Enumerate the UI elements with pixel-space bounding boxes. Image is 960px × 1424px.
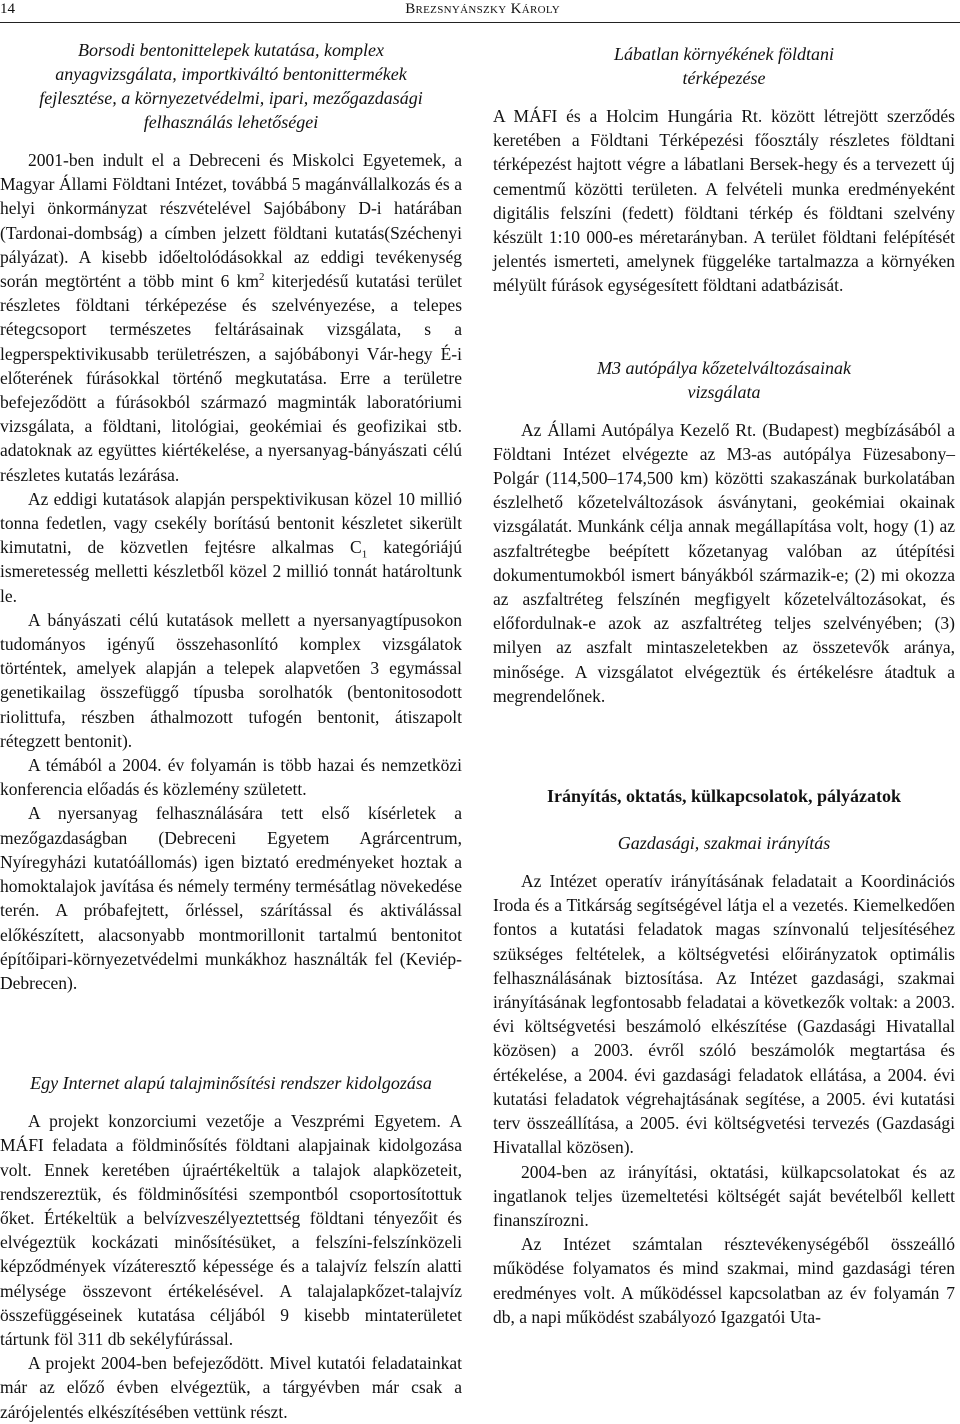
paragraph: 2004-ben az irányítási, oktatási, külkapcsolatokat és az ingatlanok teljes üzemeltetési költségét saját bevételből kellett finanszírozni. <box>493 1161 955 1230</box>
right-column <box>493 42 955 1329</box>
page-number: 14 <box>0 1 15 17</box>
paragraph: A nyersanyag felhasználására tett első kísérletek a mezőgazdaságban (Debreceni Egyetem Agrárcentrum, Nyíregyházi kutatóállomás) igen biztató eredményeket hoztak a homoktalajok javítása és némely termény termésátlag növekedése terén. A próbafejtett, őrléssel, szárítással és aktiválással előkészített, alacsonyabb montmorillonit tartalmú bentonitot építőipari-környezetvédelmi munkákhoz használták fel (Keviép-Debrecen). <box>0 803 462 993</box>
running-head: Brezsnyánszky Károly <box>405 1 560 17</box>
section-title-bentonite: Borsodi bentonittelepek kutatása, komplex anyagvizsgálata, importkiváltó bentonittermékek fejlesztése, a környezetvédelmi, ipari, mezőgazdasági felhasználás lehetőségei <box>39 40 423 132</box>
paragraph: A bányászati célú kutatások mellett a nyersanyagtípusokon tudományos igényű összehasonlító komplex vizsgálatok történtek, amelyek alapján a telepek alapvetően 3 egymással genetikailag összefüggő típusba sorolhatók (bentonitosodott riolittufa, részben áthalmozott tufogén bentonit, átiszapolt rétegzett bentonit). <box>0 609 462 751</box>
chapter-title: Irányítás, oktatás, külkapcsolatok, pályázatok <box>546 786 902 807</box>
paragraph: Az Állami Autópálya Kezelő Rt. (Budapest) megbízásából a Földtani Intézet elvégezte az M3-as autópálya Füzesabony–Polgár (114,500–174,500 km) közötti szakaszának burkolatában észlelhető kőzetelváltozások ásványtani, geokémiai okainak vizsgálatát. Munkánk célja annak megállapítása volt, hogy (1) az aszfaltrétegbe beépített kőzetanyag valóban az útépítési dokumentumokból ismert bányákból származik-e; (2) mi okozza az aszfaltréteg felszínén megfigyelt kőzetelváltozásokat, és előfordulnak-e azok az aszfaltréteg teljes szelvényében; (3) milyen az aszfalt mintaszeletekben az összetevők aránya, minősége. A vizsgálatot elvégeztük és értékelésre átadtuk a megrendelőnek. <box>493 419 955 706</box>
section-title-labatlan: Lábatlan környékének földtani térképezése <box>614 44 834 88</box>
section-title-management: Gazdasági, szakmai irányítás <box>617 833 831 854</box>
paragraph: Az Intézet számtalan résztevékenységéből összeálló működése folyamatos és mind szakmai, mind gazdasági téren eredményes volt. A működéssel kapcsolatban az év folyamán 7 db, a napi működést szabályozó Igazgatói Uta- <box>493 1234 955 1327</box>
header-rule <box>0 22 960 23</box>
paragraph: A témából a 2004. év folyamán is több hazai és nemzetközi konferencia előadás és közlemény született. <box>0 755 462 800</box>
section-title-soil-rating: Egy Internet alapú talajminősítési rendszer kidolgozása <box>30 1073 432 1094</box>
section-title-m3: M3 autópálya kőzetelváltozásainak vizsgálata <box>597 357 851 402</box>
paragraph: Az Intézet operatív irányításának feladatait a Koordinációs Iroda és a Titkárság segítségével látja el a vezetés. Kiemelkedően fontos a kutatási feladatok magas színvonalú teljesítéséhez szükséges feltételek, a költségvetési előirányzatok optimális felhasználásának biztosítása. Az Intézet gazdasági, szakmai irányításának legfontosabb feladatai a következők voltak: a 2003. évi költségvetési beszámoló elkészítése (Gazdasági Hivatallal közösen) a 2003. évről szóló beszámolók megtartása és értékelése, a 2004. évi gazdasági feladatok ellátása, a 2004. évi kutatási feladatok végrehajtásának segítése, a 2005. évi kutatási terv összeállítása, a 2005. évi költségvetési tervezés (Gazdasági Hivatallal közösen). <box>493 871 955 1158</box>
paragraph: A projekt konzorciumi vezetője a Veszprémi Egyetem. A MÁFI feladata a földminősítés földtani alapjainak kidolgozása volt. Ennek keretében újraértékeltük a talajok alapközeteit, rendszereztük, és földminősítési szempontból csoportosítottuk őket. Értékeltük a belvízveszélyeztettség földtani tényezőit és elvégeztük kockázati minősítésüket, a felszíni-felszínközeli képződmények vízáteresztő képessége és a talajvíz felszín alatti mélysége összevont értékelésével. A talajalapkőzet-talajvíz összefüggéseinek kutatása céljából 9 kisebb mintaterületet tártunk föl 311 db sekélyfúrással. <box>0 1111 462 1349</box>
paragraph: Az eddigi kutatások alapján perspektivikusan közel 10 millió tonna fedetlen, vagy csekély borítású bentonit készletet sikerült kimutatni, de közvetlen fejtésre alkalmas $C_1$ kategóriájú ismeretesség melletti készletből közel 2 millió tonnát határoltunk le. <box>0 488 463 606</box>
paragraph: A MÁFI és a Holcim Hungária Rt. között létrejött szerződés keretében a Földtani Térképezési főosztály részletes földtani térképezést hajtott végre a lábatlani Bersek-hegy és a tervezett új cementmű közötti területen. A felvételi munka eredményeként digitális felszíni (fedett) földtani térkép és földtani szelvény készült 1:10 000-es méretarányban. A terület földtani felépítését jelentés ismerteti, amelynek függeléke tartalmazza a környéken mélyült fúrások egységesített földtani adatbázisát. <box>493 106 955 296</box>
paragraph: A projekt 2004-ben befejeződött. Mivel kutatói feladatainkat már az előző évben elvégeztük, a tárgyévben már csak a zárójelentés elkészítésében vettünk részt. <box>0 1353 462 1422</box>
left-column <box>0 38 462 1424</box>
paragraph: 2001-ben indult el a Debreceni és Miskolci Egyetemek, a Magyar Állami Földtani Intézet, továbbá 5 magánvállalkozás és a helyi önkormányzat részvételével Sajóbábony D-i határában (Tardonai-dombság) a címben jelzett földtani kutatás(Széchenyi pályázat). A kisebb időeltolódásokkal az eddigi tevékenység során megtörtént a több mint 6 $km^2$ kiterjedésű kutatási terület részletes földtani térképezése és szelvényezése, a telepes rétegcsoport természetes feltárásainak vizsgálata, s a legperspektivikusabb területrészen, a sajóbábonyi Vár-hegy É-i előterének fúrásokkal történő megkutatása. Erre a területre befejeződött a fúrásokból származó magminták laboratóriumi vizsgálata, a földtani, litológiai, geokémiai és geofizikai stb. adatoknak az együttes kiértékelése, a nyersanyag-bányászati célú részletes kutatás lezárása. <box>0 150 463 485</box>
